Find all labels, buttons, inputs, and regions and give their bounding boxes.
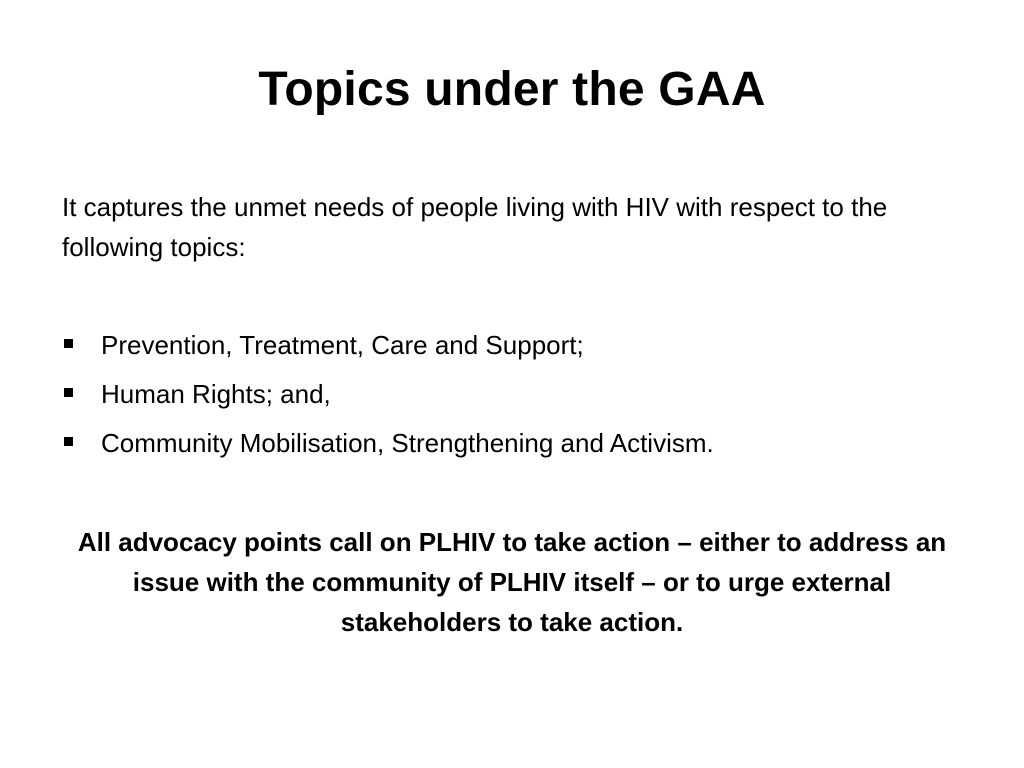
closing-statement: All advocacy points call on PLHIV to take action – either to address an issue with the community of PLHIV itself – or to urge external stakeholders to take action. bbox=[77, 527, 947, 637]
list-item-text: Human Rights; and, bbox=[101, 379, 331, 409]
square-bullet-icon bbox=[64, 339, 73, 348]
list-item-text: Prevention, Treatment, Care and Support; bbox=[101, 330, 584, 360]
list-item bbox=[62, 326, 962, 364]
topic-list bbox=[62, 326, 962, 473]
square-bullet-icon bbox=[64, 388, 73, 397]
list-item-text: Community Mobilisation, Strengthening and Activism. bbox=[101, 428, 714, 458]
square-bullet-icon bbox=[64, 437, 73, 446]
list-item bbox=[62, 424, 962, 462]
intro-paragraph: It captures the unmet needs of people living with HIV with respect to the following topics: bbox=[62, 192, 888, 262]
list-item bbox=[62, 375, 962, 413]
slide-title: Topics under the GAA bbox=[258, 63, 766, 116]
